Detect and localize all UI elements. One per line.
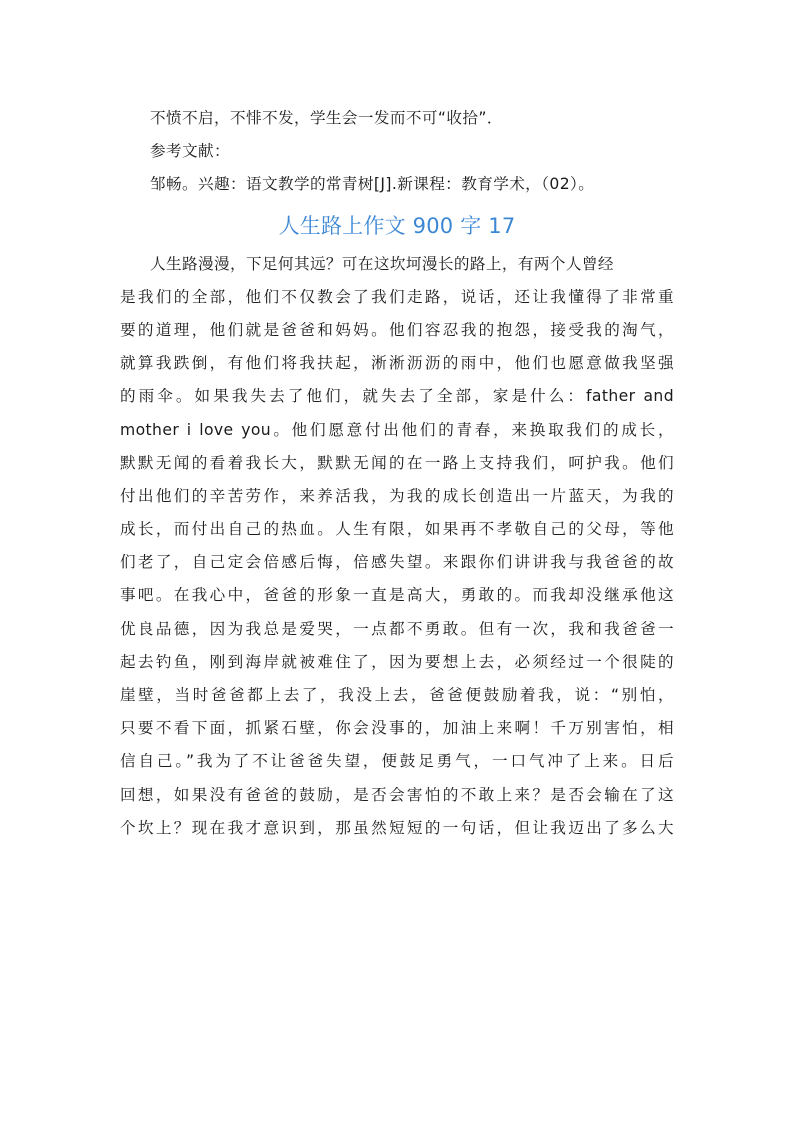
body-line: 起去钓鱼，刚到海岸就被难住了，因为要想上去，必须经过一个很陡的 — [120, 652, 674, 671]
body-line: 是我们的全部，他们不仅教会了我们走路，说话，还让我懂得了非常重 — [120, 287, 674, 306]
body-line: 回想，如果没有爸爸的鼓励，是否会害怕的不敢上来？是否会输在了这 — [120, 785, 674, 804]
body-line: 优良品德，因为我总是爱哭，一点都不勇敢。但有一次，我和我爸爸一 — [120, 619, 674, 638]
reference-entry: 邹畅。兴趣：语文教学的常青树[J].新课程：教育学术，（02）。 — [150, 175, 595, 194]
body-line: 只要不看下面，抓紧石壁，你会没事的，加油上来啊！千万别害怕，相 — [120, 719, 674, 738]
body-line: 成长，而付出自己的热血。人生有限，如果再不孝敬自己的父母，等他 — [120, 520, 674, 539]
body-line: 的雨伞。如果我失去了他们，就失去了全部，家是什么：father and — [120, 387, 674, 406]
body-line: 崖壁，当时爸爸都上去了，我没上去，爸爸便鼓励着我，说：“别怕， — [120, 686, 674, 704]
body-line: 事吧。在我心中，爸爸的形象一直是高大，勇敢的。而我却没继承他这 — [120, 586, 674, 605]
body-line: 付出他们的辛苦劳作，来养活我，为我的成长创造出一片蓝天，为我的 — [120, 486, 674, 505]
body-line: mother i love you。他们愿意付出他们的青春，来换取我们的成长， — [120, 420, 674, 439]
body-line: 信自己。”我为了不让爸爸失望，便鼓足勇气，一口气冲了上来。日后 — [120, 752, 674, 771]
body-line: 默默无闻的看着我长大，默默无闻的在一路上支持我们，呵护我。他们 — [120, 453, 674, 472]
body-line: 个坎上？现在我才意识到，那虽然短短的一句话，但让我迈出了多么大 — [120, 818, 674, 837]
body-line: 就算我跌倒，有他们将我扶起，淅淅沥沥的雨中，他们也愿意做我坚强 — [120, 354, 674, 373]
body-line: 们老了，自己定会倍感后悔，倍感失望。来跟你们讲讲我与我爸爸的故 — [120, 553, 674, 572]
body-line: 要的道理，他们就是爸爸和妈妈。他们容忍我的抱怨，接受我的淘气， — [120, 320, 674, 339]
body-line: 人生路漫漫，下足何其远？可在这坎坷漫长的路上，有两个人曾经 — [150, 254, 614, 273]
prev-paragraph-line: 不愤不启，不悱不发，学生会一发而不可“收拾”． — [150, 109, 503, 127]
references-label: 参考文献： — [150, 142, 230, 161]
document-content — [120, 102, 674, 845]
essay-title: 人生路上作文 900 字 17 — [278, 213, 516, 238]
